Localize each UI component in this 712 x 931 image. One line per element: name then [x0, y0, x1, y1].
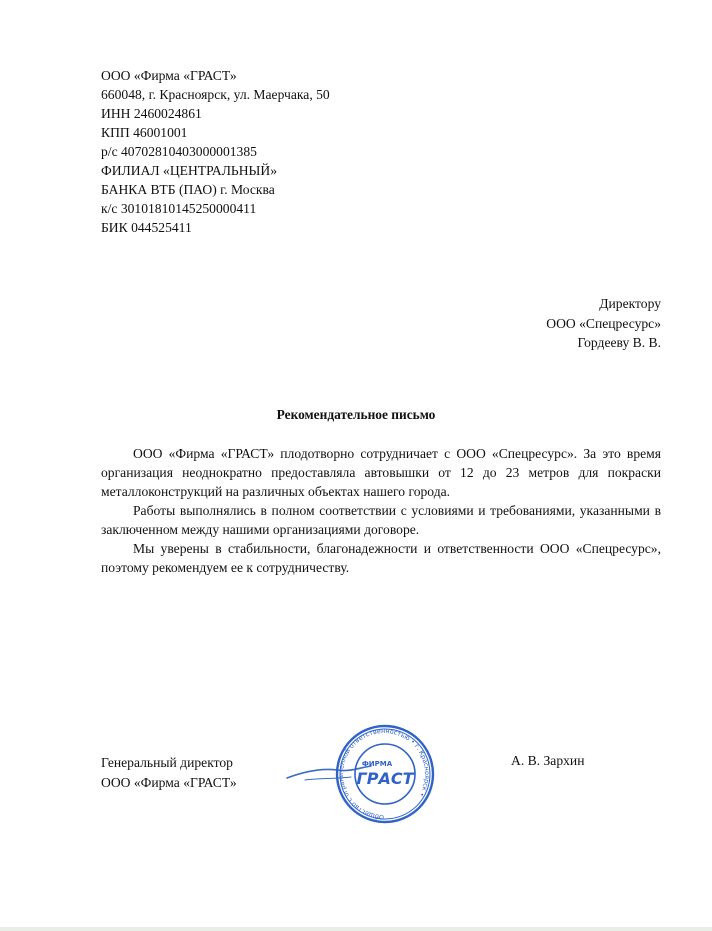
signer-position: Генеральный директор	[101, 755, 233, 770]
body-paragraph: Мы уверены в стабильности, благонадежности и ответственности ООО «Спецресурс», поэтому рекомендуем ее к сотрудничеству.	[101, 541, 661, 575]
signer-company: ООО «Фирма «ГРАСТ»	[101, 775, 237, 790]
sender-line: ФИЛИАЛ «ЦЕНТРАЛЬНЫЙ»	[101, 163, 278, 178]
addressee-block	[546, 294, 661, 353]
sender-line: к/с 30101810145250000411	[101, 201, 257, 216]
signer-name: А. В. Зархин	[511, 753, 585, 768]
letter-title: Рекомендательное письмо	[276, 407, 436, 422]
signature-block	[101, 753, 237, 793]
addressee-position: Директору	[599, 296, 661, 311]
sender-line: БАНКА ВТБ (ПАО) г. Москва	[101, 182, 275, 197]
stamp-ring-text: Общество с ограниченной ответственностью • г. Красноярск •	[337, 726, 432, 822]
page-bottom-edge	[0, 927, 712, 931]
body-paragraph: Работы выполнялись в полном соответствии с условиями и требованиями, указанными в заключенном между нашими организациями договоре.	[101, 503, 661, 537]
sender-line: р/с 40702810403000001385	[101, 144, 257, 159]
body-paragraph: ООО «Фирма «ГРАСТ» плодотворно сотрудничает с ООО «Спецресурс». За это время организация неоднократно предоставляла автовышки от 12 до 23 метров для покраски металлоконструкций на различных объектах нашего города.	[101, 446, 661, 499]
sender-line: ИНН 2460024861	[101, 106, 202, 121]
company-stamp	[285, 722, 445, 826]
sender-details	[101, 66, 330, 237]
sender-line: БИК 044525411	[101, 220, 192, 235]
addressee-name: Гордееву В. В.	[577, 335, 661, 350]
sender-line: КПП 46001001	[101, 125, 188, 140]
sender-line: ООО «Фирма «ГРАСТ»	[101, 68, 237, 83]
letter-body	[101, 444, 661, 577]
stamp-label-main: ГРАСТ	[356, 769, 414, 788]
stamp-label-top: ФИРМА	[361, 760, 393, 768]
addressee-company: ООО «Спецресурс»	[546, 315, 661, 331]
sender-line: 660048, г. Красноярск, ул. Маерчака, 50	[101, 87, 330, 102]
